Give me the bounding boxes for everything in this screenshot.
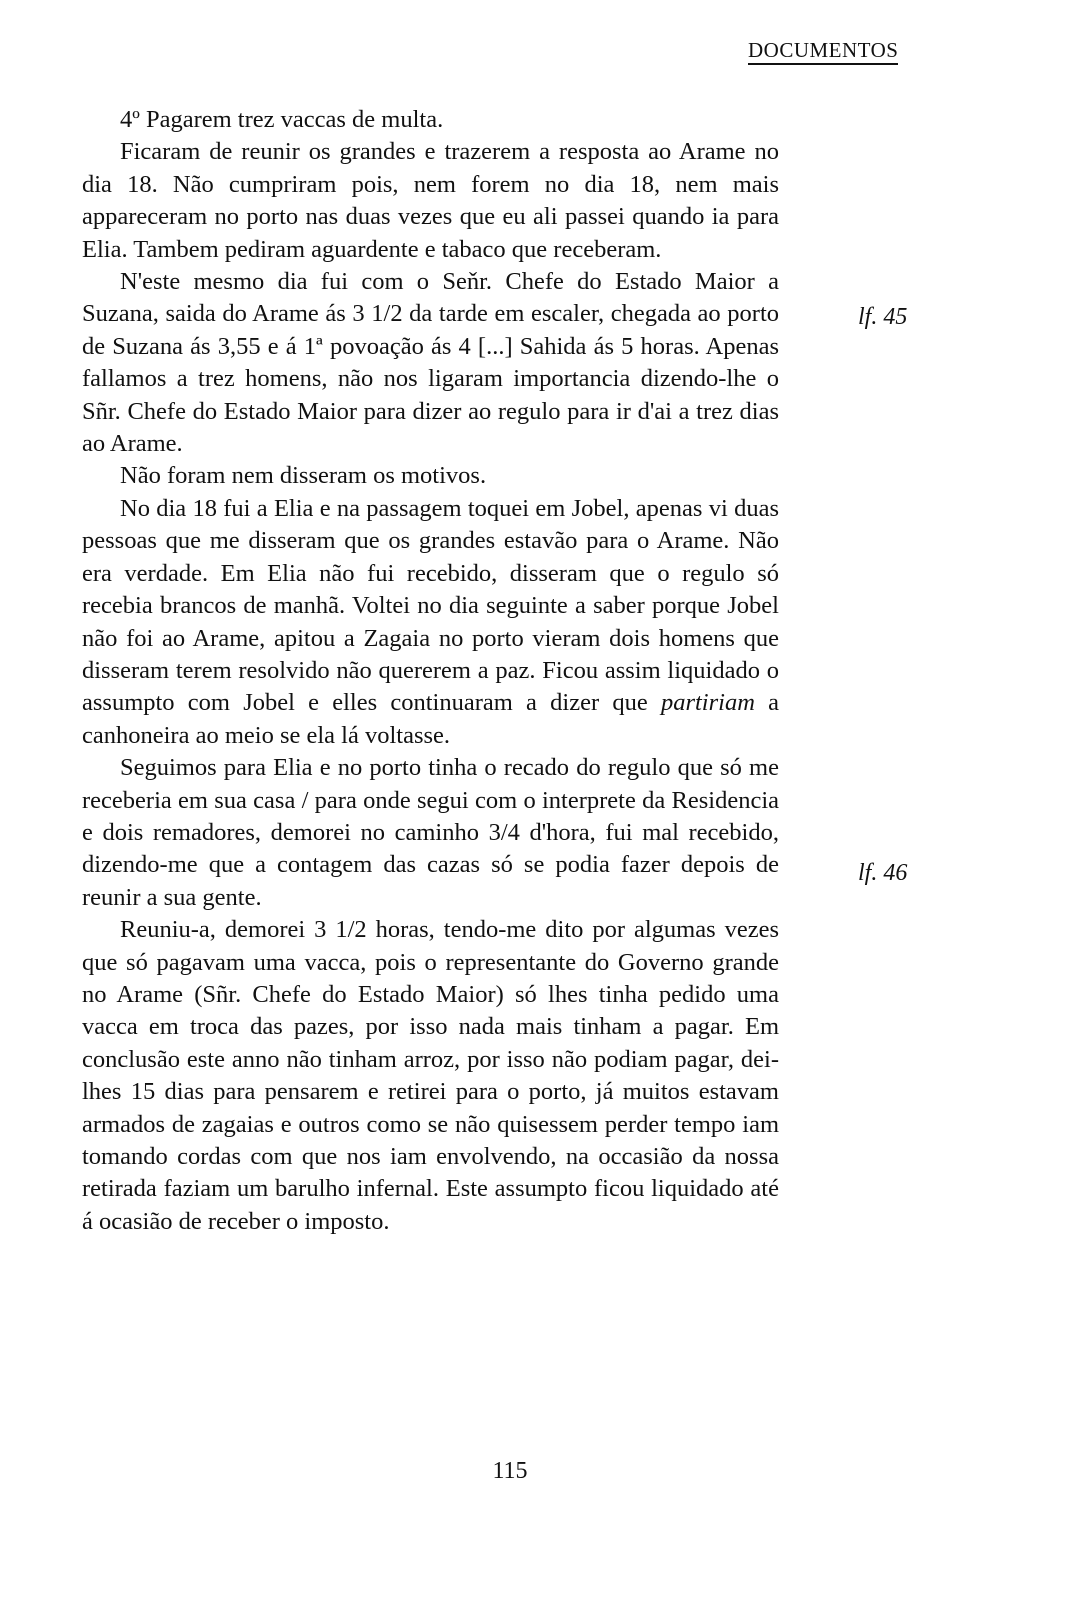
paragraph-5-italic-word: partiriam [660, 689, 755, 717]
paragraph-6: Seguimos para Elia e no porto tinha o recado do regulo que só me receberia em sua casa / para onde segui com o interprete da Residencia e dois remadores, demorei no caminho 3/4 d'hora, fui mal recebido, dizendo-me que a contagem das cazas só se podia fazer depois de reunir a sua gente. [82, 754, 779, 911]
marginal-note-folio-46: lf. 46 [858, 860, 908, 886]
paragraph-3: N'este mesmo dia fui com o Seňr. Chefe do Estado Maior a Suzana, saida do Arame ás 3 1/2 da tarde em escaler, chegada ao porto de Suzana ás 3,55 e á 1ª povoação ás 4 [...] Sahida ás 5 horas. Apenas fallamos a trez homens, não nos ligaram importancia dizendo-lhe o Sñr. Chefe do Estado Maior para dizer ao regulo para ir d'ai a trez dias ao Arame. [82, 268, 779, 458]
page-number: 115 [492, 1458, 528, 1484]
paragraph-1: 4º Pagarem trez vaccas de multa. [120, 106, 444, 133]
body-text [82, 104, 779, 1238]
running-header: DOCUMENTOS [748, 38, 898, 65]
paragraph-5-text-after: a canhoneira ao meio se ela lá voltasse. [82, 689, 780, 749]
marginal-note-folio-45: lf. 45 [858, 304, 908, 330]
paragraph-4: Não foram nem disseram os motivos. [120, 462, 487, 490]
paragraph-2: Ficaram de reunir os grandes e trazerem a resposta ao Arame no dia 18. Não cumpriram pois, nem forem no dia 18, nem mais appareceram no porto nas duas vezes que eu ali passei quando ia para Elia. Tambem pediram aguardente e tabaco que receberam. [82, 138, 779, 263]
paragraph-5 [82, 493, 779, 752]
paragraph-7: Reuniu-a, demorei 3 1/2 horas, tendo-me dito por algumas vezes que só pagavam uma vacca, pois o representante do Governo grande no Arame (Sñr. Chefe do Estado Maior) só lhes tinha pedido uma vacca em troca das pazes, por isso nada mais tinham a pagar. Em conclusão este anno não tinham arroz, por isso não podiam pagar, dei-lhes 15 dias para pensarem e retirei para o porto, já muitos estavam armados de zagaias e outros como se não quisessem perder tempo iam tomando cordas com que nos iam envolvendo, na occasião da nossa retirada faziam um barulho infernal. Este assumpto ficou liquidado até á ocasião de receber o imposto. [82, 916, 779, 1235]
paragraph-5-text-before: No dia 18 fui a Elia e na passagem toquei em Jobel, apenas vi duas pessoas que me disseram que os grandes estavão para o Arame. Não era verdade. Em Elia não fui recebido, disseram que o regulo só recebia brancos de manhã. Voltei no dia seguinte a saber porque Jobel não foi ao Arame, apitou a Zagaia no porto vieram dois homens que disseram terem resolvido não quererem a paz. Ficou assim liquidado o assumpto com Jobel e elles continuaram a dizer que [82, 494, 779, 717]
